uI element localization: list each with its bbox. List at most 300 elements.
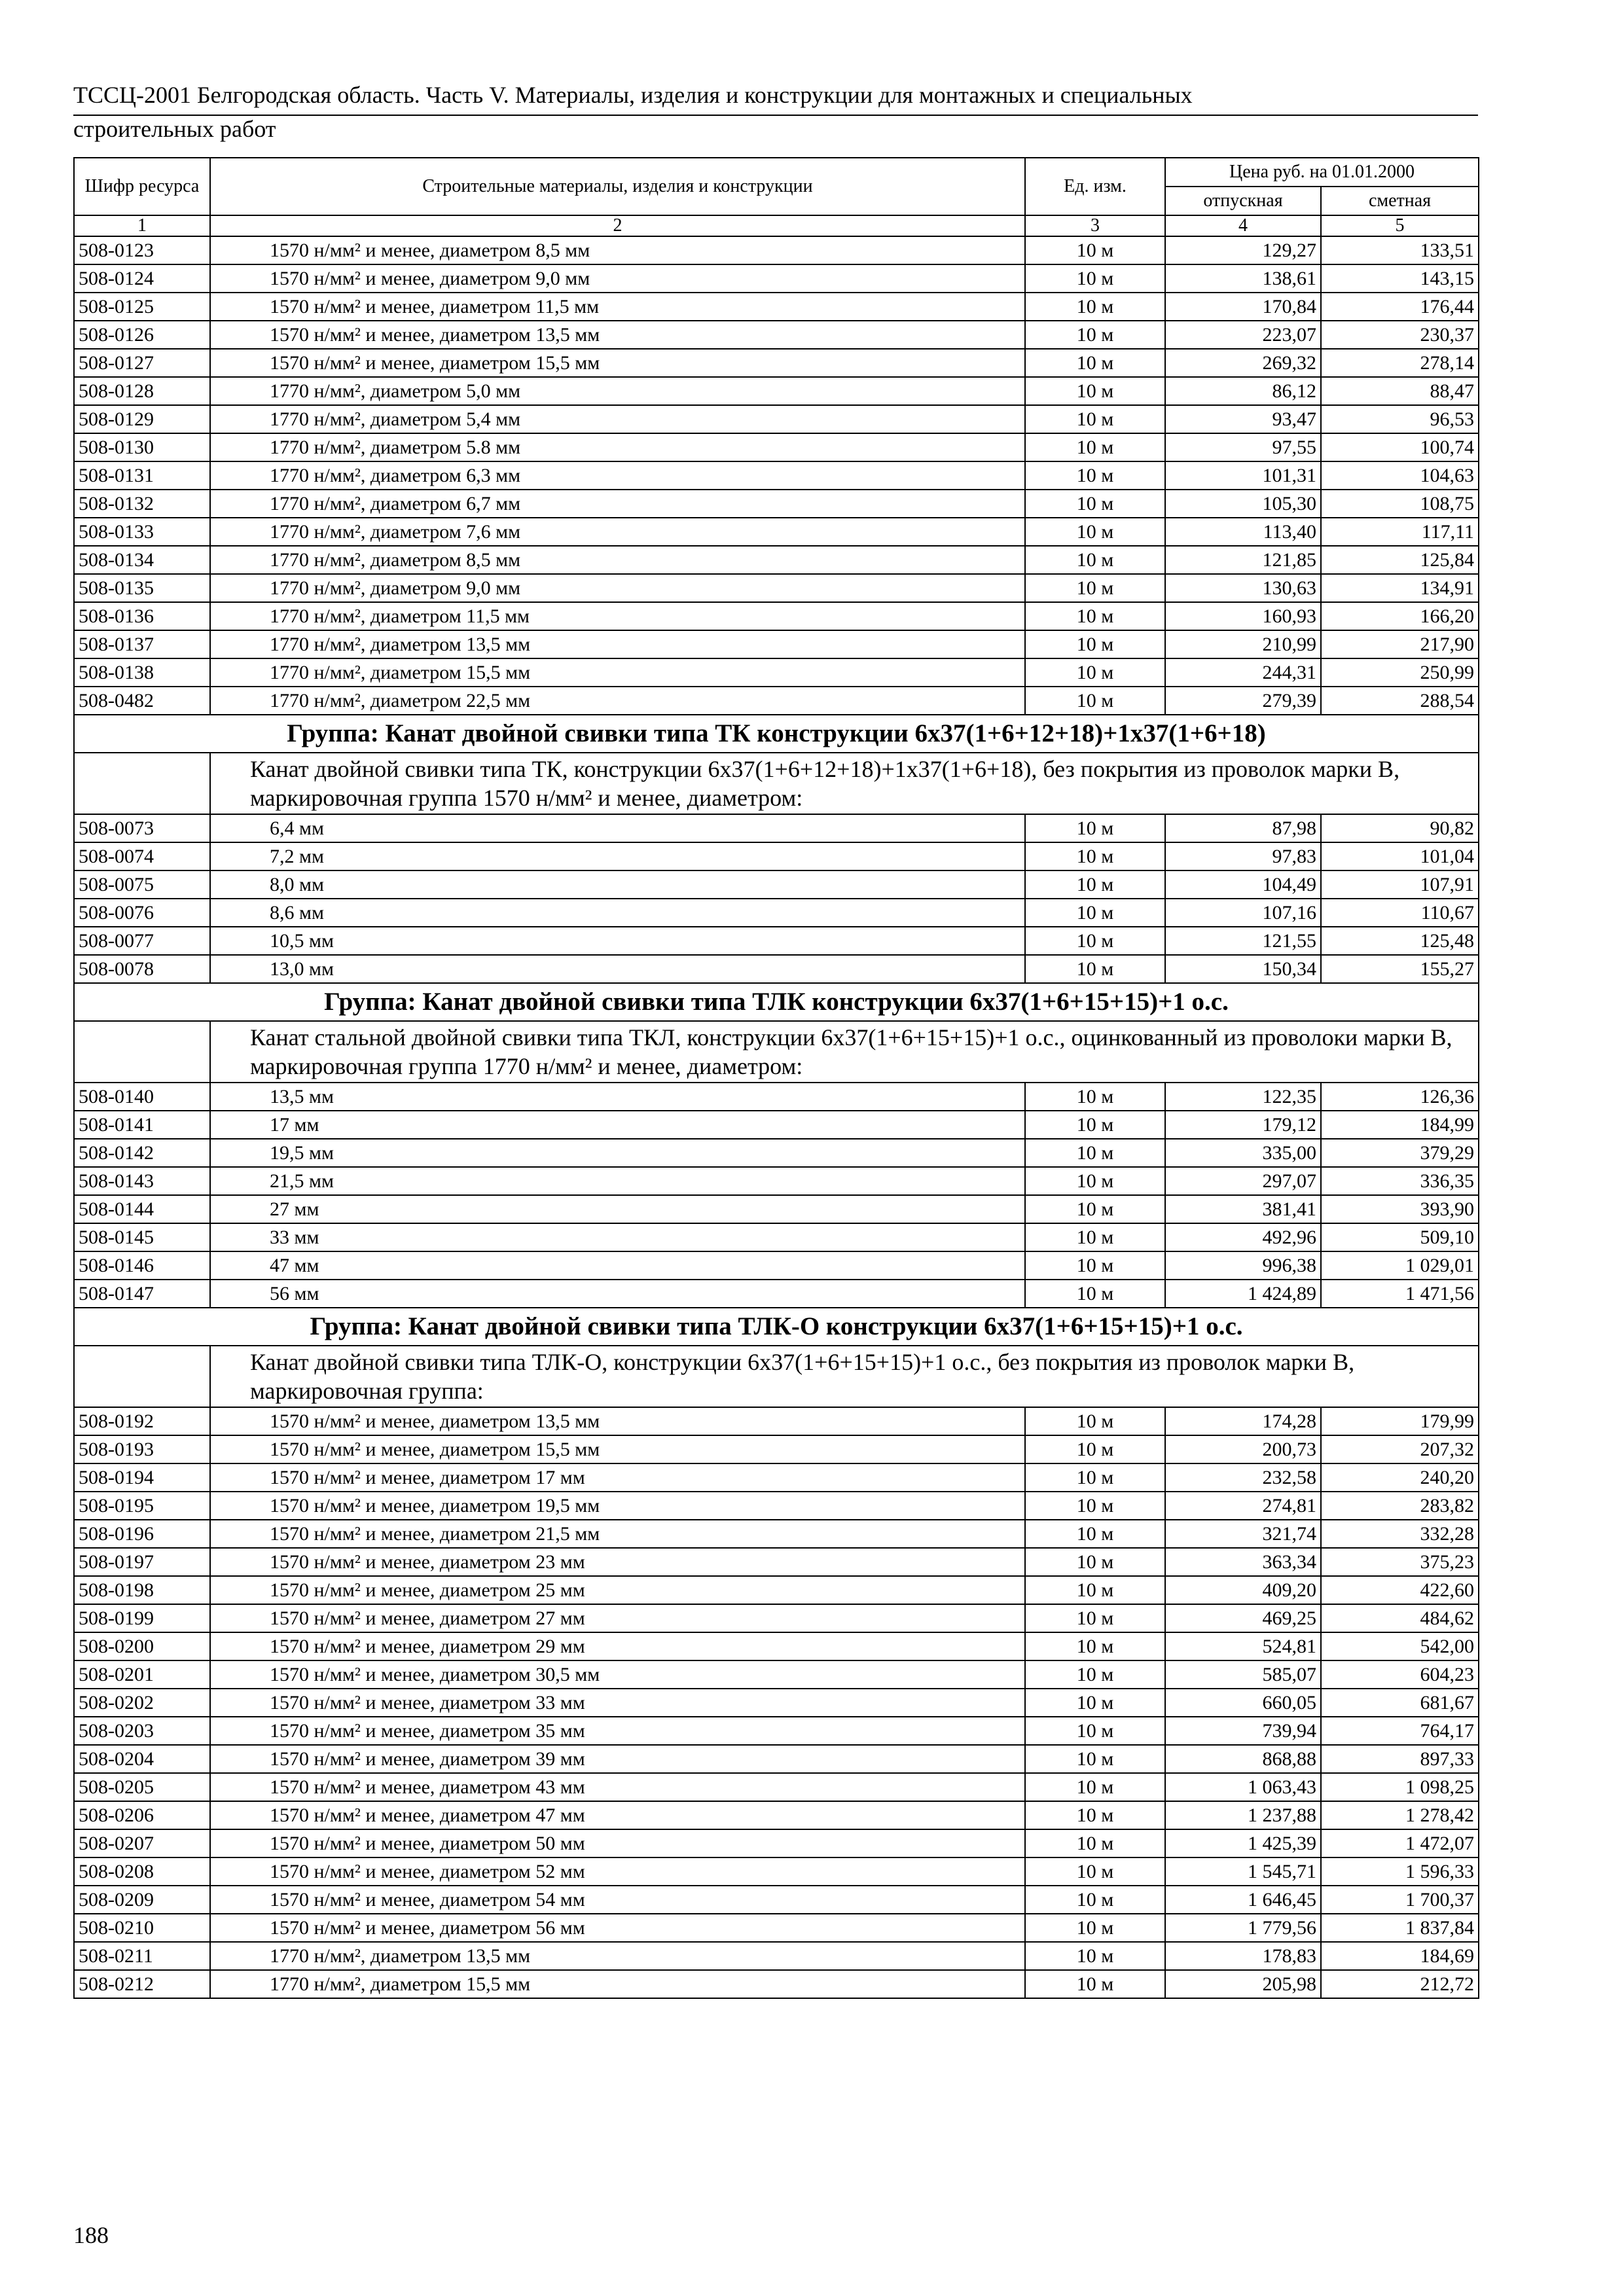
material-name: 1770 н/мм², диаметром 22,5 мм xyxy=(210,687,1025,715)
release-price: 122,35 xyxy=(1165,1083,1321,1111)
material-name: 1570 н/мм² и менее, диаметром 30,5 мм xyxy=(210,1660,1025,1689)
resource-code: 508-0200 xyxy=(74,1632,210,1660)
unit-of-measure: 10 м xyxy=(1025,1660,1165,1689)
material-name: 1570 н/мм² и менее, диаметром 13,5 мм xyxy=(210,1407,1025,1435)
release-price: 660,05 xyxy=(1165,1689,1321,1717)
release-price: 200,73 xyxy=(1165,1435,1321,1463)
material-name: 21,5 мм xyxy=(210,1167,1025,1195)
header-title-line2: строительных работ xyxy=(73,116,276,142)
unit-of-measure: 10 м xyxy=(1025,1548,1165,1576)
estimate-price: 230,37 xyxy=(1321,321,1479,349)
material-name: 1770 н/мм², диаметром 13,5 мм xyxy=(210,1942,1025,1970)
resource-code: 508-0205 xyxy=(74,1773,210,1801)
unit-of-measure: 10 м xyxy=(1025,1223,1165,1251)
release-price: 492,96 xyxy=(1165,1223,1321,1251)
release-price: 868,88 xyxy=(1165,1745,1321,1773)
unit-of-measure: 10 м xyxy=(1025,630,1165,658)
material-name: 1770 н/мм², диаметром 15,5 мм xyxy=(210,658,1025,687)
resource-code: 508-0204 xyxy=(74,1745,210,1773)
release-price: 297,07 xyxy=(1165,1167,1321,1195)
resource-code: 508-0127 xyxy=(74,349,210,377)
estimate-price: 184,99 xyxy=(1321,1111,1479,1139)
col-header-release-price: отпускная xyxy=(1165,187,1321,215)
table-row xyxy=(74,687,1479,715)
estimate-price: 143,15 xyxy=(1321,264,1479,293)
estimate-price: 125,84 xyxy=(1321,546,1479,574)
material-name: 33 мм xyxy=(210,1223,1025,1251)
estimate-price: 764,17 xyxy=(1321,1717,1479,1745)
resource-code: 508-0124 xyxy=(74,264,210,293)
table-row xyxy=(74,870,1479,899)
material-name: 1570 н/мм² и менее, диаметром 21,5 мм xyxy=(210,1520,1025,1548)
resource-code: 508-0199 xyxy=(74,1604,210,1632)
material-name: 1570 н/мм² и менее, диаметром 8,5 мм xyxy=(210,236,1025,264)
resource-code: 508-0196 xyxy=(74,1520,210,1548)
material-name: 1570 н/мм² и менее, диаметром 13,5 мм xyxy=(210,321,1025,349)
release-price: 321,74 xyxy=(1165,1520,1321,1548)
table-row xyxy=(74,1632,1479,1660)
estimate-price: 90,82 xyxy=(1321,814,1479,842)
unit-of-measure: 10 м xyxy=(1025,1886,1165,1914)
release-price: 178,83 xyxy=(1165,1942,1321,1970)
unit-of-measure: 10 м xyxy=(1025,1745,1165,1773)
table-row xyxy=(74,1857,1479,1886)
estimate-price: 542,00 xyxy=(1321,1632,1479,1660)
table-row xyxy=(74,899,1479,927)
table-row xyxy=(74,1829,1479,1857)
release-price: 274,81 xyxy=(1165,1492,1321,1520)
resource-code: 508-0141 xyxy=(74,1111,210,1139)
resource-code: 508-0212 xyxy=(74,1970,210,1998)
estimate-price: 375,23 xyxy=(1321,1548,1479,1576)
group-description: Канат стальной двойной свивки типа ТКЛ, конструкции 6х37(1+6+15+15)+1 о.с., оцинкованный из проволоки марки В, маркировочная группа 1770 н/мм² и менее, диаметром: xyxy=(210,1021,1479,1083)
release-price: 363,34 xyxy=(1165,1548,1321,1576)
estimate-price: 133,51 xyxy=(1321,236,1479,264)
table-row xyxy=(74,1801,1479,1829)
estimate-price: 332,28 xyxy=(1321,1520,1479,1548)
estimate-price: 207,32 xyxy=(1321,1435,1479,1463)
resource-code: 508-0123 xyxy=(74,236,210,264)
resource-code: 508-0206 xyxy=(74,1801,210,1829)
release-price: 205,98 xyxy=(1165,1970,1321,1998)
table-row xyxy=(74,574,1479,602)
release-price: 409,20 xyxy=(1165,1576,1321,1604)
unit-of-measure: 10 м xyxy=(1025,1492,1165,1520)
estimate-price: 126,36 xyxy=(1321,1083,1479,1111)
group-heading-row xyxy=(74,983,1479,1021)
estimate-price: 176,44 xyxy=(1321,293,1479,321)
material-name: 1570 н/мм² и менее, диаметром 25 мм xyxy=(210,1576,1025,1604)
release-price: 739,94 xyxy=(1165,1717,1321,1745)
resource-code: 508-0125 xyxy=(74,293,210,321)
release-price: 524,81 xyxy=(1165,1632,1321,1660)
resource-code: 508-0137 xyxy=(74,630,210,658)
table-row xyxy=(74,1717,1479,1745)
release-price: 1 545,71 xyxy=(1165,1857,1321,1886)
estimate-price: 250,99 xyxy=(1321,658,1479,687)
resource-code: 508-0143 xyxy=(74,1167,210,1195)
resource-code: 508-0074 xyxy=(74,842,210,870)
resource-code: 508-0193 xyxy=(74,1435,210,1463)
col-header-estimate-price: сметная xyxy=(1321,187,1479,215)
material-name: 1570 н/мм² и менее, диаметром 9,0 мм xyxy=(210,264,1025,293)
material-name: 1770 н/мм², диаметром 6,7 мм xyxy=(210,490,1025,518)
release-price: 130,63 xyxy=(1165,574,1321,602)
estimate-price: 484,62 xyxy=(1321,1604,1479,1632)
table-row xyxy=(74,842,1479,870)
unit-of-measure: 10 м xyxy=(1025,1717,1165,1745)
unit-of-measure: 10 м xyxy=(1025,1139,1165,1167)
unit-of-measure: 10 м xyxy=(1025,433,1165,461)
estimate-price: 179,99 xyxy=(1321,1407,1479,1435)
release-price: 107,16 xyxy=(1165,899,1321,927)
release-price: 1 779,56 xyxy=(1165,1914,1321,1942)
material-name: 1570 н/мм² и менее, диаметром 56 мм xyxy=(210,1914,1025,1942)
unit-of-measure: 10 м xyxy=(1025,461,1165,490)
group-heading: Группа: Канат двойной свивки типа ТК конструкции 6х37(1+6+12+18)+1х37(1+6+18) xyxy=(74,715,1479,753)
column-number: 4 xyxy=(1165,215,1321,236)
estimate-price: 110,67 xyxy=(1321,899,1479,927)
material-name: 1770 н/мм², диаметром 11,5 мм xyxy=(210,602,1025,630)
table-row xyxy=(74,814,1479,842)
table-row xyxy=(74,927,1479,955)
material-name: 1570 н/мм² и менее, диаметром 35 мм xyxy=(210,1717,1025,1745)
release-price: 381,41 xyxy=(1165,1195,1321,1223)
material-name: 1770 н/мм², диаметром 9,0 мм xyxy=(210,574,1025,602)
resource-code: 508-0131 xyxy=(74,461,210,490)
estimate-price: 166,20 xyxy=(1321,602,1479,630)
table-row xyxy=(74,1280,1479,1308)
material-name: 19,5 мм xyxy=(210,1139,1025,1167)
material-name: 17 мм xyxy=(210,1111,1025,1139)
resource-code: 508-0133 xyxy=(74,518,210,546)
unit-of-measure: 10 м xyxy=(1025,546,1165,574)
table-row xyxy=(74,1492,1479,1520)
unit-of-measure: 10 м xyxy=(1025,1111,1165,1139)
table-row xyxy=(74,321,1479,349)
estimate-price: 1 098,25 xyxy=(1321,1773,1479,1801)
release-price: 210,99 xyxy=(1165,630,1321,658)
resource-code: 508-0078 xyxy=(74,955,210,983)
material-name: 1570 н/мм² и менее, диаметром 15,5 мм xyxy=(210,1435,1025,1463)
unit-of-measure: 10 м xyxy=(1025,377,1165,405)
table-row xyxy=(74,433,1479,461)
estimate-price: 104,63 xyxy=(1321,461,1479,490)
release-price: 105,30 xyxy=(1165,490,1321,518)
unit-of-measure: 10 м xyxy=(1025,1632,1165,1660)
release-price: 1 425,39 xyxy=(1165,1829,1321,1857)
material-name: 1570 н/мм² и менее, диаметром 52 мм xyxy=(210,1857,1025,1886)
unit-of-measure: 10 м xyxy=(1025,1829,1165,1857)
estimate-price: 240,20 xyxy=(1321,1463,1479,1492)
group-heading: Группа: Канат двойной свивки типа ТЛК-О конструкции 6х37(1+6+15+15)+1 о.с. xyxy=(74,1308,1479,1346)
estimate-price: 88,47 xyxy=(1321,377,1479,405)
unit-of-measure: 10 м xyxy=(1025,1195,1165,1223)
unit-of-measure: 10 м xyxy=(1025,1942,1165,1970)
unit-of-measure: 10 м xyxy=(1025,1689,1165,1717)
resource-code: 508-0077 xyxy=(74,927,210,955)
column-number: 5 xyxy=(1321,215,1479,236)
resource-code: 508-0202 xyxy=(74,1689,210,1717)
release-price: 138,61 xyxy=(1165,264,1321,293)
material-name: 1570 н/мм² и менее, диаметром 15,5 мм xyxy=(210,349,1025,377)
table-row xyxy=(74,546,1479,574)
unit-of-measure: 10 м xyxy=(1025,1407,1165,1435)
table-row xyxy=(74,1970,1479,1998)
release-price: 113,40 xyxy=(1165,518,1321,546)
table-row xyxy=(74,1463,1479,1492)
material-name: 1570 н/мм² и менее, диаметром 47 мм xyxy=(210,1801,1025,1829)
material-name: 1570 н/мм² и менее, диаметром 54 мм xyxy=(210,1886,1025,1914)
resource-code: 508-0145 xyxy=(74,1223,210,1251)
release-price: 93,47 xyxy=(1165,405,1321,433)
table-row xyxy=(74,1520,1479,1548)
unit-of-measure: 10 м xyxy=(1025,349,1165,377)
table-row xyxy=(74,1660,1479,1689)
resource-code: 508-0211 xyxy=(74,1942,210,1970)
material-name: 1570 н/мм² и менее, диаметром 19,5 мм xyxy=(210,1492,1025,1520)
estimate-price: 681,67 xyxy=(1321,1689,1479,1717)
estimate-price: 134,91 xyxy=(1321,574,1479,602)
resource-code: 508-0132 xyxy=(74,490,210,518)
material-name: 1770 н/мм², диаметром 6,3 мм xyxy=(210,461,1025,490)
resource-code: 508-0142 xyxy=(74,1139,210,1167)
unit-of-measure: 10 м xyxy=(1025,814,1165,842)
material-name: 1770 н/мм², диаметром 5.8 мм xyxy=(210,433,1025,461)
estimate-price: 1 029,01 xyxy=(1321,1251,1479,1280)
table-row xyxy=(74,1576,1479,1604)
material-name: 1770 н/мм², диаметром 13,5 мм xyxy=(210,630,1025,658)
unit-of-measure: 10 м xyxy=(1025,405,1165,433)
unit-of-measure: 10 м xyxy=(1025,518,1165,546)
unit-of-measure: 10 м xyxy=(1025,293,1165,321)
material-name: 1570 н/мм² и менее, диаметром 17 мм xyxy=(210,1463,1025,1492)
material-name: 1770 н/мм², диаметром 7,6 мм xyxy=(210,518,1025,546)
resource-code: 508-0197 xyxy=(74,1548,210,1576)
material-name: 6,4 мм xyxy=(210,814,1025,842)
material-name: 1570 н/мм² и менее, диаметром 43 мм xyxy=(210,1773,1025,1801)
table-row xyxy=(74,461,1479,490)
resource-code: 508-0201 xyxy=(74,1660,210,1689)
resource-code: 508-0075 xyxy=(74,870,210,899)
unit-of-measure: 10 м xyxy=(1025,687,1165,715)
resource-code: 508-0194 xyxy=(74,1463,210,1492)
unit-of-measure: 10 м xyxy=(1025,490,1165,518)
group-heading-row xyxy=(74,1308,1479,1346)
resource-code: 508-0135 xyxy=(74,574,210,602)
unit-of-measure: 10 м xyxy=(1025,1773,1165,1801)
estimate-price: 278,14 xyxy=(1321,349,1479,377)
table-row xyxy=(74,1548,1479,1576)
resource-code: 508-0209 xyxy=(74,1886,210,1914)
column-number: 3 xyxy=(1025,215,1165,236)
material-name: 27 мм xyxy=(210,1195,1025,1223)
release-price: 174,28 xyxy=(1165,1407,1321,1435)
unit-of-measure: 10 м xyxy=(1025,264,1165,293)
price-table xyxy=(73,157,1479,1999)
release-price: 279,39 xyxy=(1165,687,1321,715)
table-row xyxy=(74,1139,1479,1167)
unit-of-measure: 10 м xyxy=(1025,927,1165,955)
estimate-price: 1 278,42 xyxy=(1321,1801,1479,1829)
unit-of-measure: 10 м xyxy=(1025,870,1165,899)
table-row xyxy=(74,658,1479,687)
column-number: 1 xyxy=(74,215,210,236)
table-row xyxy=(74,1773,1479,1801)
resource-code: 508-0134 xyxy=(74,546,210,574)
col-header-unit: Ед. изм. xyxy=(1025,158,1165,215)
material-name: 1770 н/мм², диаметром 5,4 мм xyxy=(210,405,1025,433)
release-price: 1 646,45 xyxy=(1165,1886,1321,1914)
estimate-price: 117,11 xyxy=(1321,518,1479,546)
unit-of-measure: 10 м xyxy=(1025,658,1165,687)
estimate-price: 283,82 xyxy=(1321,1492,1479,1520)
unit-of-measure: 10 м xyxy=(1025,602,1165,630)
resource-code: 508-0144 xyxy=(74,1195,210,1223)
resource-code: 508-0192 xyxy=(74,1407,210,1435)
estimate-price: 125,48 xyxy=(1321,927,1479,955)
page-header xyxy=(73,81,1478,145)
release-price: 86,12 xyxy=(1165,377,1321,405)
resource-code: 508-0482 xyxy=(74,687,210,715)
resource-code: 508-0146 xyxy=(74,1251,210,1280)
estimate-price: 393,90 xyxy=(1321,1195,1479,1223)
release-price: 121,85 xyxy=(1165,546,1321,574)
release-price: 101,31 xyxy=(1165,461,1321,490)
material-name: 13,0 мм xyxy=(210,955,1025,983)
unit-of-measure: 10 м xyxy=(1025,574,1165,602)
group-heading-row xyxy=(74,715,1479,753)
unit-of-measure: 10 м xyxy=(1025,955,1165,983)
release-price: 1 424,89 xyxy=(1165,1280,1321,1308)
material-name: 1770 н/мм², диаметром 8,5 мм xyxy=(210,546,1025,574)
release-price: 223,07 xyxy=(1165,321,1321,349)
table-row xyxy=(74,1407,1479,1435)
release-price: 170,84 xyxy=(1165,293,1321,321)
release-price: 244,31 xyxy=(1165,658,1321,687)
resource-code: 508-0208 xyxy=(74,1857,210,1886)
resource-code: 508-0073 xyxy=(74,814,210,842)
material-name: 1570 н/мм² и менее, диаметром 33 мм xyxy=(210,1689,1025,1717)
resource-code: 508-0195 xyxy=(74,1492,210,1520)
table-row xyxy=(74,377,1479,405)
unit-of-measure: 10 м xyxy=(1025,1435,1165,1463)
column-number-row xyxy=(74,215,1479,236)
unit-of-measure: 10 м xyxy=(1025,842,1165,870)
unit-of-measure: 10 м xyxy=(1025,1576,1165,1604)
resource-code: 508-0129 xyxy=(74,405,210,433)
unit-of-measure: 10 м xyxy=(1025,1463,1165,1492)
estimate-price: 509,10 xyxy=(1321,1223,1479,1251)
estimate-price: 604,23 xyxy=(1321,1660,1479,1689)
unit-of-measure: 10 м xyxy=(1025,1970,1165,1998)
unit-of-measure: 10 м xyxy=(1025,1280,1165,1308)
estimate-price: 101,04 xyxy=(1321,842,1479,870)
table-row xyxy=(74,1886,1479,1914)
empty-cell xyxy=(74,1021,210,1083)
estimate-price: 288,54 xyxy=(1321,687,1479,715)
unit-of-measure: 10 м xyxy=(1025,1914,1165,1942)
header-title-line1: ТССЦ-2001 Белгородская область. Часть V. Материалы, изделия и конструкции для монтажных и специальных xyxy=(73,81,1478,116)
resource-code: 508-0198 xyxy=(74,1576,210,1604)
material-name: 47 мм xyxy=(210,1251,1025,1280)
estimate-price: 107,91 xyxy=(1321,870,1479,899)
resource-code: 508-0203 xyxy=(74,1717,210,1745)
estimate-price: 1 471,56 xyxy=(1321,1280,1479,1308)
estimate-price: 155,27 xyxy=(1321,955,1479,983)
material-name: 56 мм xyxy=(210,1280,1025,1308)
table-row xyxy=(74,1604,1479,1632)
table-row xyxy=(74,1195,1479,1223)
table-row xyxy=(74,1111,1479,1139)
unit-of-measure: 10 м xyxy=(1025,1520,1165,1548)
estimate-price: 212,72 xyxy=(1321,1970,1479,1998)
release-price: 121,55 xyxy=(1165,927,1321,955)
estimate-price: 1 700,37 xyxy=(1321,1886,1479,1914)
table-row xyxy=(74,955,1479,983)
estimate-price: 217,90 xyxy=(1321,630,1479,658)
col-header-code: Шифр ресурса xyxy=(74,158,210,215)
group-heading: Группа: Канат двойной свивки типа ТЛК конструкции 6х37(1+6+15+15)+1 о.с. xyxy=(74,983,1479,1021)
estimate-price: 336,35 xyxy=(1321,1167,1479,1195)
material-name: 1570 н/мм² и менее, диаметром 39 мм xyxy=(210,1745,1025,1773)
estimate-price: 108,75 xyxy=(1321,490,1479,518)
material-name: 1570 н/мм² и менее, диаметром 27 мм xyxy=(210,1604,1025,1632)
release-price: 104,49 xyxy=(1165,870,1321,899)
material-name: 1570 н/мм² и менее, диаметром 29 мм xyxy=(210,1632,1025,1660)
group-description: Канат двойной свивки типа ТЛК-О, конструкции 6х37(1+6+15+15)+1 о.с., без покрытия из проволок марки В, маркировочная группа: xyxy=(210,1346,1479,1407)
material-name: 10,5 мм xyxy=(210,927,1025,955)
group-description: Канат двойной свивки типа ТК, конструкции 6х37(1+6+12+18)+1х37(1+6+18), без покрытия из проволок марки В, маркировочная группа 1570 н/мм² и менее, диаметром: xyxy=(210,753,1479,814)
col-header-name: Строительные материалы, изделия и конструкции xyxy=(210,158,1025,215)
unit-of-measure: 10 м xyxy=(1025,236,1165,264)
estimate-price: 100,74 xyxy=(1321,433,1479,461)
material-name: 1570 н/мм² и менее, диаметром 23 мм xyxy=(210,1548,1025,1576)
table-row xyxy=(74,293,1479,321)
resource-code: 508-0126 xyxy=(74,321,210,349)
release-price: 97,83 xyxy=(1165,842,1321,870)
unit-of-measure: 10 м xyxy=(1025,1857,1165,1886)
table-row xyxy=(74,264,1479,293)
table-row xyxy=(74,1689,1479,1717)
estimate-price: 1 837,84 xyxy=(1321,1914,1479,1942)
empty-cell xyxy=(74,753,210,814)
table-row xyxy=(74,1167,1479,1195)
release-price: 232,58 xyxy=(1165,1463,1321,1492)
unit-of-measure: 10 м xyxy=(1025,321,1165,349)
table-row xyxy=(74,490,1479,518)
unit-of-measure: 10 м xyxy=(1025,1604,1165,1632)
page-number: 188 xyxy=(73,2222,109,2248)
table-row xyxy=(74,349,1479,377)
col-header-price: Цена руб. на 01.01.2000 xyxy=(1165,158,1479,187)
resource-code: 508-0210 xyxy=(74,1914,210,1942)
empty-cell xyxy=(74,1346,210,1407)
table-row xyxy=(74,1223,1479,1251)
estimate-price: 897,33 xyxy=(1321,1745,1479,1773)
release-price: 1 063,43 xyxy=(1165,1773,1321,1801)
table-row xyxy=(74,602,1479,630)
release-price: 996,38 xyxy=(1165,1251,1321,1280)
table-row xyxy=(74,1083,1479,1111)
release-price: 160,93 xyxy=(1165,602,1321,630)
estimate-price: 184,69 xyxy=(1321,1942,1479,1970)
resource-code: 508-0147 xyxy=(74,1280,210,1308)
table-row xyxy=(74,1435,1479,1463)
resource-code: 508-0076 xyxy=(74,899,210,927)
material-name: 13,5 мм xyxy=(210,1083,1025,1111)
estimate-price: 96,53 xyxy=(1321,405,1479,433)
